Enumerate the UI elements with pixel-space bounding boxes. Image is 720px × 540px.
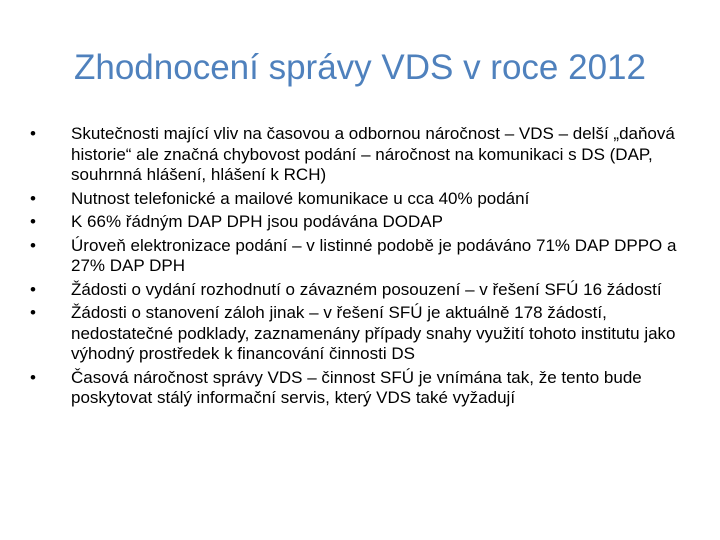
bullet-icon: • xyxy=(30,303,36,322)
bullet-text: Skutečnosti mající vliv na časovou a odbornou náročnost – VDS – delší „daňová historie“ ale značná chybovost podání – náročnost na komunikaci s DS (DAP, souhrnná hlášení, hlášení k RCH) xyxy=(71,124,675,184)
bullet-item xyxy=(30,124,690,186)
bullet-text: Časová náročnost správy VDS – činnost SFÚ je vnímána tak, že tento bude poskytovat stálý informační servis, který VDS také vyžadují xyxy=(71,367,642,407)
bullet-text: Žádosti o vydání rozhodnutí o závazném posouzení – v řešení SFÚ 16 žádostí xyxy=(71,279,662,299)
bullet-list xyxy=(30,124,690,412)
bullet-text: K 66% řádným DAP DPH jsou podávána DODAP xyxy=(71,212,443,231)
bullet-item xyxy=(30,368,690,409)
bullet-text: Nutnost telefonické a mailové komunikace u cca 40% podání xyxy=(71,188,530,208)
bullet-icon: • xyxy=(30,212,36,231)
bullet-icon: • xyxy=(30,124,36,143)
slide-title: Zhodnocení správy VDS v roce 2012 xyxy=(74,48,646,87)
bullet-item xyxy=(30,189,690,210)
bullet-icon: • xyxy=(30,279,36,299)
bullet-item xyxy=(30,280,690,301)
bullet-text: Úroveň elektronizace podání – v listinné podobě je podáváno 71% DAP DPPO a 27% DAP DPH xyxy=(71,235,677,275)
bullet-icon: • xyxy=(30,367,36,387)
bullet-item xyxy=(30,212,690,233)
bullet-item xyxy=(30,303,690,365)
bullet-text: Žádosti o stanovení záloh jinak – v řešení SFÚ je aktuálně 178 žádostí, nedostatečné podklady, zaznamenány případy snahy využití tohoto institutu jako výhodný prostředek k financování činnosti DS xyxy=(71,303,676,363)
bullet-icon: • xyxy=(30,188,36,208)
bullet-item xyxy=(30,236,690,277)
bullet-icon: • xyxy=(30,235,36,255)
